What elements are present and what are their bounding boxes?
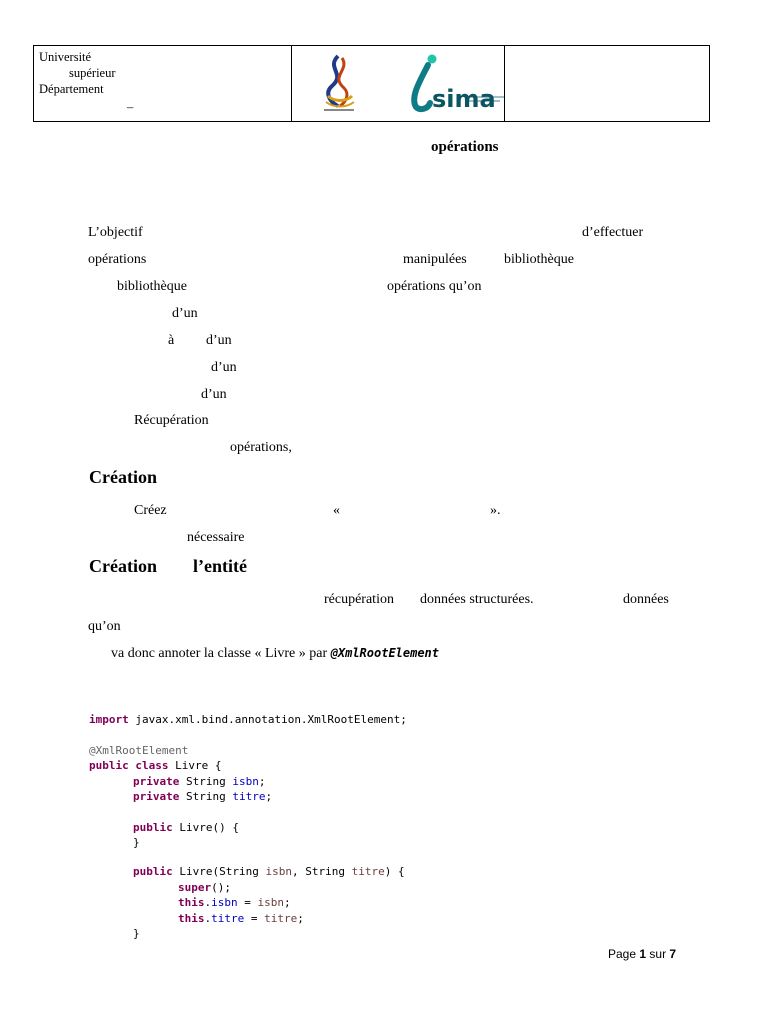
intro-text: L’objectif [88, 225, 143, 240]
code-line: @XmlRootElement [89, 744, 189, 757]
code-line: import javax.xml.bind.annotation.XmlRootElement; [89, 713, 407, 726]
university-logo [316, 52, 362, 114]
footer-page-word: Page [608, 947, 637, 961]
code-line: this.isbn = isbn; [178, 896, 291, 909]
footer-of-word: sur [649, 947, 667, 961]
annotation-inline-code: @XmlRootElement [330, 646, 440, 660]
section1-text: « [333, 503, 340, 518]
section-heading: l’entité [193, 556, 247, 576]
section2-text: qu’on [88, 619, 121, 634]
section2-text: récupération [324, 592, 394, 607]
section1-text: ». [490, 503, 501, 518]
intro-text: opérations [88, 252, 147, 267]
header-table [33, 45, 710, 122]
intro-text: à [168, 333, 175, 348]
intro-text: d’un [201, 387, 227, 402]
code-line: private String isbn; [133, 775, 266, 788]
section1-text: Créez [134, 503, 167, 518]
footer-total-pages: 7 [669, 947, 677, 961]
intro-text: d’un [206, 333, 232, 348]
code-line: public class Livre { [89, 759, 222, 772]
intro-text: Récupération [134, 413, 209, 428]
footer-page-number: 1 [639, 947, 647, 961]
section-heading: Création [89, 467, 157, 487]
page-footer [608, 947, 676, 961]
code-line: this.titre = titre; [178, 912, 304, 925]
header-departement: Département [39, 82, 104, 96]
code-line: super(); [178, 881, 231, 894]
section2-text [111, 646, 439, 662]
section1-text: nécessaire [187, 530, 245, 545]
intro-text: d’un [172, 306, 198, 321]
header-divider-1 [291, 46, 292, 121]
header-university: Université [39, 50, 92, 64]
intro-text: bibliothèque [504, 252, 574, 267]
intro-text: opérations qu’on [387, 279, 482, 294]
code-line: } [133, 927, 140, 940]
section-heading: Création [89, 556, 157, 576]
section2-sentence: va donc annoter la classe « Livre » par [111, 646, 328, 661]
header-dash: – [127, 100, 134, 114]
code-line: } [133, 836, 140, 849]
section2-text: données [623, 592, 669, 607]
code-line: private String titre; [133, 790, 273, 803]
code-line: public Livre() { [133, 821, 239, 834]
intro-text: manipulées [403, 252, 467, 267]
svg-text:sima: sima [432, 85, 496, 113]
section2-text: données structurées. [420, 592, 534, 607]
isima-logo [406, 51, 506, 115]
intro-text: d’un [211, 360, 237, 375]
page-title: opérations [431, 139, 499, 155]
code-line: public Livre(String isbn, String titre) { [133, 865, 405, 878]
intro-text: d’effectuer [582, 225, 644, 240]
intro-text: opérations, [230, 440, 292, 455]
intro-text: bibliothèque [117, 279, 187, 294]
header-superieur: supérieur [69, 66, 116, 80]
